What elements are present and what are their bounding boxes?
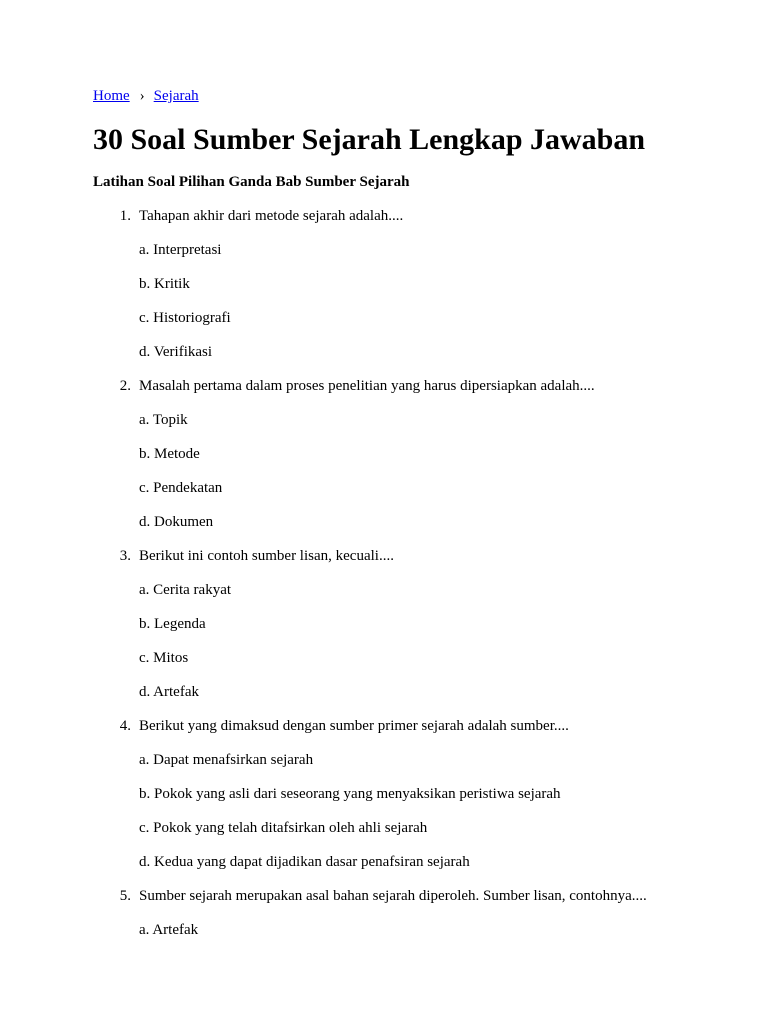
question-item [93, 547, 733, 701]
answer-option: c. Pokok yang telah ditafsirkan oleh ahli sejarah [139, 820, 428, 836]
answer-option: d. Verifikasi [139, 344, 213, 360]
question-item [93, 887, 733, 939]
answer-option: d. Artefak [139, 684, 199, 700]
question-line [119, 547, 733, 565]
question-number: 5. [119, 888, 131, 904]
answer-option: d. Dokumen [139, 514, 214, 530]
answer-option: c. Mitos [139, 650, 189, 666]
page-title: 30 Soal Sumber Sejarah Lengkap Jawaban [93, 123, 646, 156]
question-number: 1. [119, 208, 131, 224]
answer-option: a. Dapat menafsirkan sejarah [139, 752, 314, 768]
answer-option: a. Cerita rakyat [139, 582, 232, 598]
question-line [119, 207, 733, 225]
answer-option: b. Kritik [139, 276, 190, 292]
breadcrumb-home-link[interactable]: Home [93, 88, 130, 104]
question-number: 4. [119, 718, 131, 734]
question-text: Sumber sejarah merupakan asal bahan sejarah diperoleh. Sumber lisan, contohnya.... [139, 888, 647, 904]
question-text: Tahapan akhir dari metode sejarah adalah.... [139, 208, 404, 224]
breadcrumb-category-link[interactable]: Sejarah [153, 88, 199, 104]
question-line [119, 377, 733, 395]
question-line [119, 717, 733, 735]
question-text: Berikut yang dimaksud dengan sumber primer sejarah adalah sumber.... [139, 718, 569, 734]
answer-option: c. Historiografi [139, 310, 231, 326]
question-item [93, 207, 733, 361]
breadcrumb [93, 87, 733, 105]
answer-option: a. Artefak [139, 922, 199, 938]
article [93, 87, 733, 955]
question-number: 2. [119, 378, 131, 394]
question-text: Berikut ini contoh sumber lisan, kecuali.... [139, 548, 394, 564]
question-list [93, 207, 733, 939]
question-item [93, 717, 733, 871]
section-heading: Latihan Soal Pilihan Ganda Bab Sumber Sejarah [93, 174, 410, 190]
breadcrumb-separator: › [139, 88, 145, 104]
answer-option: b. Legenda [139, 616, 206, 632]
question-item [93, 377, 733, 531]
answer-option: a. Topik [139, 412, 188, 428]
answer-option: d. Kedua yang dapat dijadikan dasar penafsiran sejarah [139, 854, 470, 870]
question-number: 3. [119, 548, 131, 564]
question-line [119, 887, 733, 905]
answer-option: c. Pendekatan [139, 480, 223, 496]
answer-option: b. Metode [139, 446, 200, 462]
answer-option: a. Interpretasi [139, 242, 222, 258]
question-text: Masalah pertama dalam proses penelitian yang harus dipersiapkan adalah.... [139, 378, 595, 394]
answer-option: b. Pokok yang asli dari seseorang yang menyaksikan peristiwa sejarah [139, 786, 561, 802]
